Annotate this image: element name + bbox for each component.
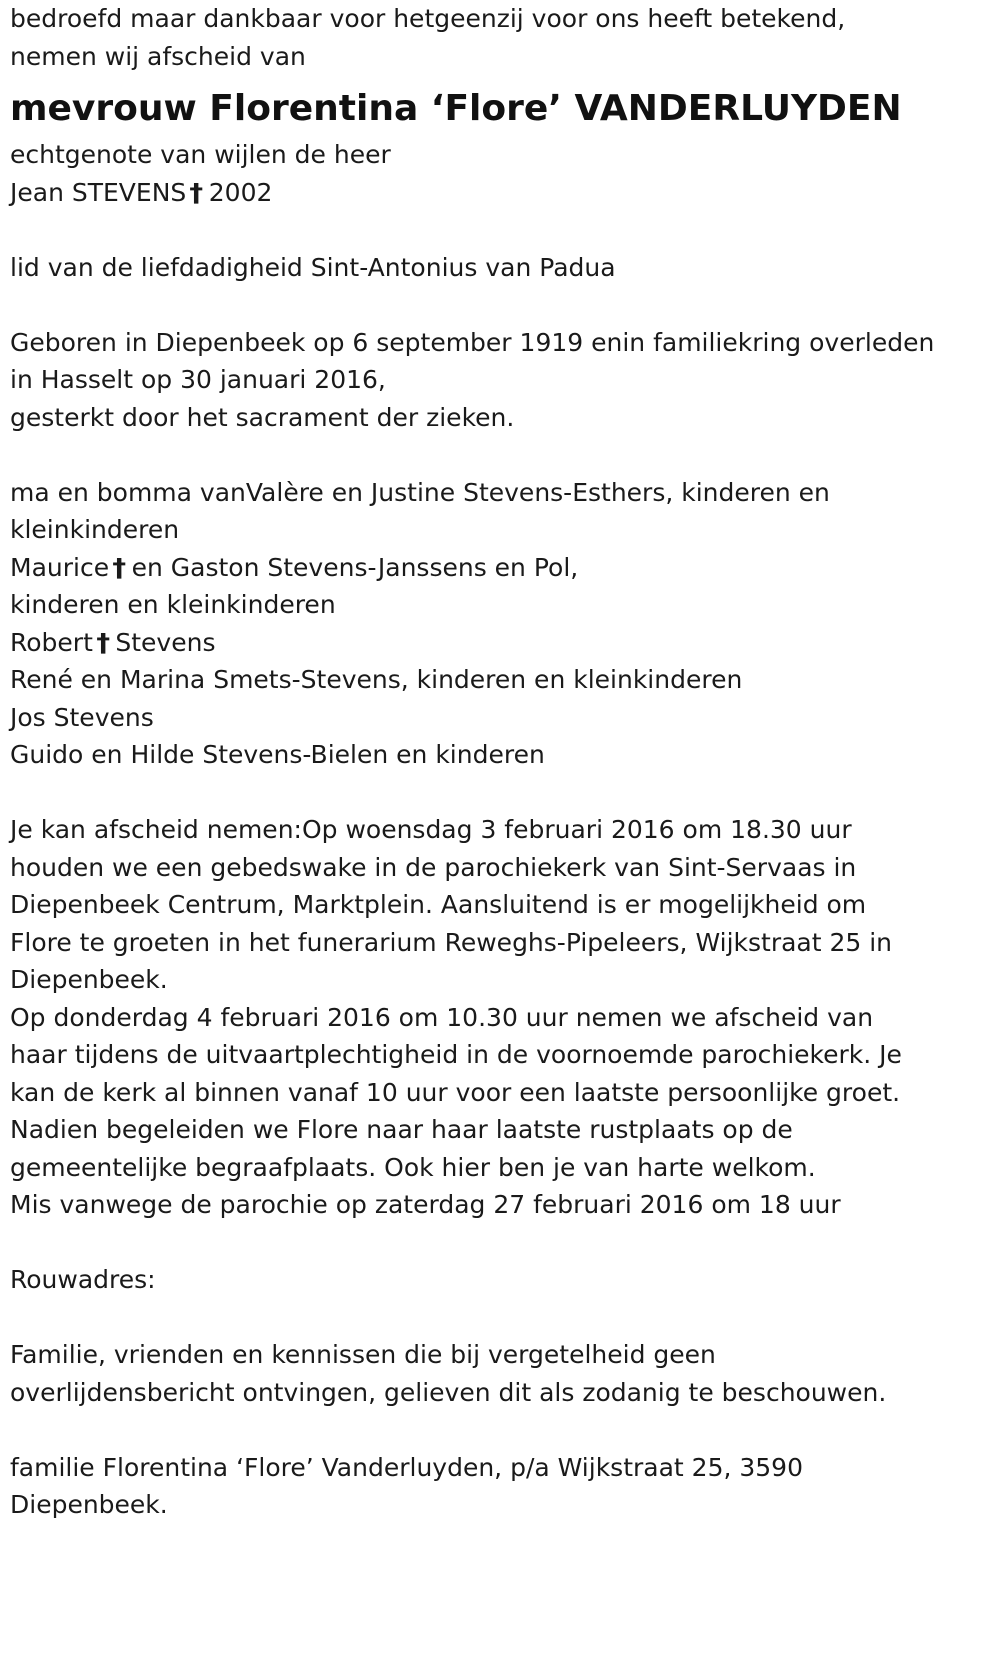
family-member-rest: en Gaston Stevens-Janssens en Pol,	[131, 552, 579, 582]
membership-line: lid van de liefdadigheid Sint-Antonius van Padua	[10, 252, 616, 282]
deceased-name: mevrouw Florentina ‘Flore’ VANDERLUYDEN	[10, 88, 902, 129]
spouse-name-line	[10, 174, 990, 212]
intro-line: nemen wij afscheid van	[10, 41, 306, 71]
ceremony-line: Flore te groeten in het funerarium Reweghs-Pipeleers, Wijkstraat 25 in	[10, 927, 893, 957]
birth-death-line: Geboren in Diepenbeek op 6 september 1919 enin familiekring overleden	[10, 327, 935, 357]
ceremony-line: Diepenbeek Centrum, Marktplein. Aansluitend is er mogelijkheid om	[10, 890, 867, 919]
family-member-name: Maurice	[10, 552, 110, 582]
family-line: kinderen en kleinkinderen	[10, 590, 336, 619]
spacer	[10, 1299, 990, 1337]
notice-line: Familie, vrienden en kennissen die bij vergetelheid geen	[10, 1340, 716, 1369]
address-line: familie Florentina ‘Flore’ Vanderluyden, p/a Wijkstraat 25, 3590	[10, 1452, 803, 1482]
cross-icon: †	[189, 177, 204, 207]
ceremony-line: Op donderdag 4 februari 2016 om 10.30 uur nemen we afscheid van	[10, 1002, 874, 1032]
family-line: Guido en Hilde Stevens-Bielen en kinderen	[10, 740, 545, 769]
ceremony-line: Je kan afscheid nemen:Op woensdag 3 februari 2016 om 18.30 uur	[10, 815, 852, 844]
spouse-death-year: 2002	[208, 177, 273, 207]
family-line	[10, 624, 990, 662]
intro-line: bedroefd maar dankbaar voor hetgeenzij voor ons heeft betekend,	[10, 4, 846, 33]
ceremony-line: haar tijdens de uitvaartplechtigheid in de voornoemde parochiekerk. Je	[10, 1040, 902, 1069]
spacer	[10, 436, 990, 474]
cross-icon: †	[96, 627, 110, 657]
ceremony-line: kan de kerk al binnen vanaf 10 uur voor een laatste persoonlijke groet.	[10, 1077, 901, 1107]
ceremony-line: gemeentelijke begraafplaats. Ook hier ben je van harte welkom.	[10, 1152, 816, 1182]
family-member-name: Robert	[10, 627, 93, 657]
ceremony-line: Nadien begeleiden we Flore naar haar laatste rustplaats op de	[10, 1115, 793, 1144]
family-line: Jos Stevens	[10, 702, 154, 732]
birth-death-line: gesterkt door het sacrament der zieken.	[10, 402, 515, 432]
birth-death-line: in Hasselt op 30 januari 2016,	[10, 365, 386, 394]
address-line: Diepenbeek.	[10, 1490, 168, 1519]
spacer	[10, 286, 990, 324]
ceremony-line: houden we een gebedswake in de parochiekerk van Sint-Servaas in	[10, 852, 857, 882]
family-member-rest: Stevens	[115, 627, 216, 657]
family-line: René en Marina Smets-Stevens, kinderen en kleinkinderen	[10, 665, 743, 694]
spouse-name: Jean STEVENS	[10, 177, 187, 207]
family-line	[10, 549, 990, 587]
ceremony-line: Mis vanwege de parochie op zaterdag 27 februari 2016 om 18 uur	[10, 1190, 841, 1219]
cross-icon: †	[112, 552, 127, 582]
family-line: ma en bomma vanValère en Justine Stevens-Esthers, kinderen en	[10, 477, 830, 507]
spouse-line: echtgenote van wijlen de heer	[10, 140, 391, 169]
mourning-address-label: Rouwadres:	[10, 1265, 156, 1294]
spacer	[10, 211, 990, 249]
obituary-document	[10, 0, 990, 1524]
spacer	[10, 774, 990, 812]
notice-line: overlijdensbericht ontvingen, gelieven dit als zodanig te beschouwen.	[10, 1377, 887, 1407]
spacer	[10, 1224, 990, 1262]
spacer	[10, 1411, 990, 1449]
family-line: kleinkinderen	[10, 515, 180, 544]
ceremony-line: Diepenbeek.	[10, 965, 168, 994]
